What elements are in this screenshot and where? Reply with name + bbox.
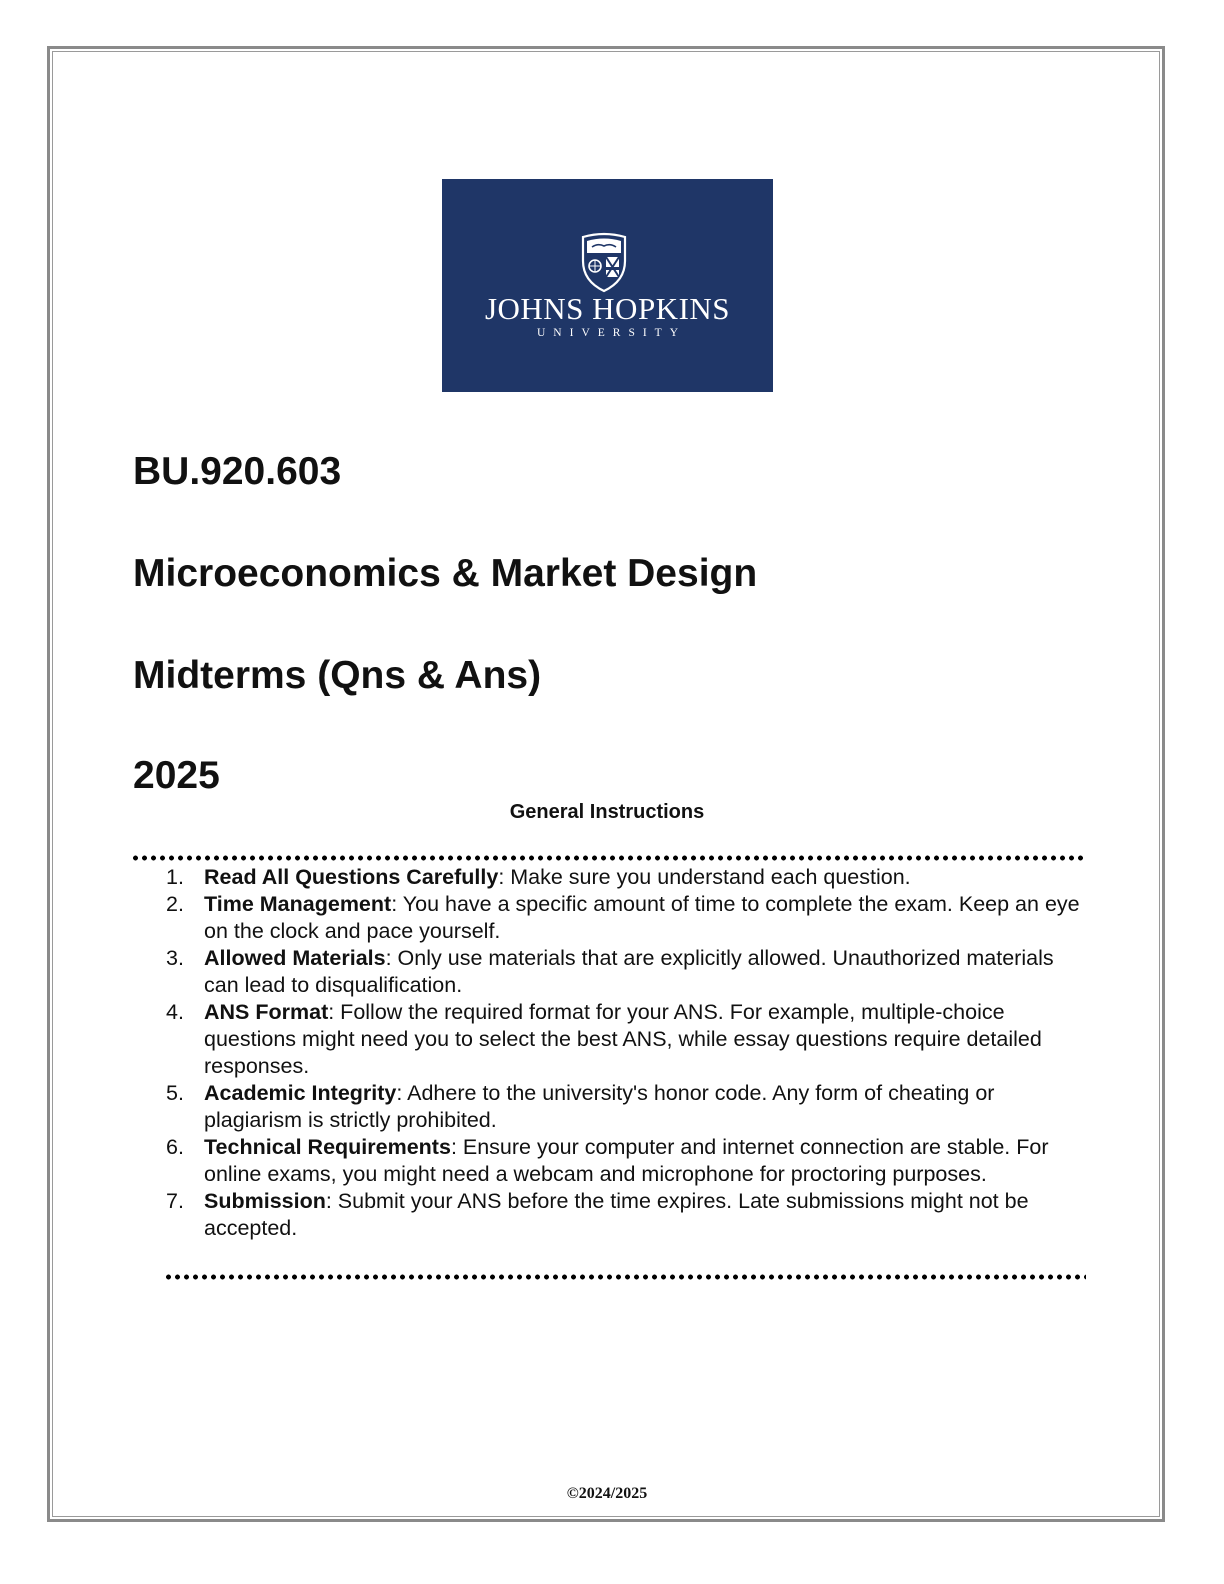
item-number: 7. [166,1189,184,1213]
item-title: ANS Format [204,1000,329,1024]
item-number: 3. [166,946,184,970]
dotted-divider-top [131,855,1086,861]
list-item [160,999,1090,1080]
item-title: Time Management [204,892,392,916]
item-title: Technical Requirements [204,1135,451,1159]
item-title: Academic Integrity [204,1081,397,1105]
logo-subtitle: UNIVERSITY [537,327,686,339]
instructions-list [160,864,1090,1242]
list-item [160,1134,1090,1188]
item-text: : Adhere to the university's honor code. Any form of cheating or plagiarism is strictly prohibited. [204,1081,995,1132]
item-number: 4. [166,1000,184,1024]
instructions-heading: General Instructions [509,801,705,823]
item-text: : Submit your ANS before the time expires. Late submissions might not be accepted. [204,1189,1029,1240]
copyright-footer: ©2024/2025 [566,1485,648,1502]
item-text: : You have a specific amount of time to complete the exam. Keep an eye on the clock and pace yourself. [204,892,1080,943]
item-number: 6. [166,1135,184,1159]
item-title: Read All Questions Carefully [204,865,499,889]
item-title: Submission [204,1189,326,1213]
item-number: 1. [166,865,184,889]
item-text: : Make sure you understand each question. [498,865,911,889]
exam-year: 2025 [133,754,220,797]
item-title: Allowed Materials [204,946,386,970]
item-text: : Follow the required format for your ANS. For example, multiple-choice questions might need you to select the best ANS, while essay questions require detailed responses. [204,1000,1042,1078]
item-text: : Only use materials that are explicitly allowed. Unauthorized materials can lead to disqualification. [204,946,1054,997]
university-logo [442,179,773,392]
list-item [160,891,1090,945]
course-title: Microeconomics & Market Design [133,552,758,595]
exam-title: Midterms (Qns & Ans) [133,654,542,697]
shield-icon [579,231,629,293]
list-item [160,1080,1090,1134]
list-item [160,1188,1090,1242]
list-item [160,864,1090,891]
dotted-divider-bottom [164,1274,1086,1280]
item-number: 2. [166,892,184,916]
item-number: 5. [166,1081,184,1105]
list-item [160,945,1090,999]
item-text: : Ensure your computer and internet connection are stable. For online exams, you might need a webcam and microphone for proctoring purposes. [204,1135,1049,1186]
course-code: BU.920.603 [133,450,342,493]
logo-wordmark: JOHNS HOPKINS [484,291,731,326]
